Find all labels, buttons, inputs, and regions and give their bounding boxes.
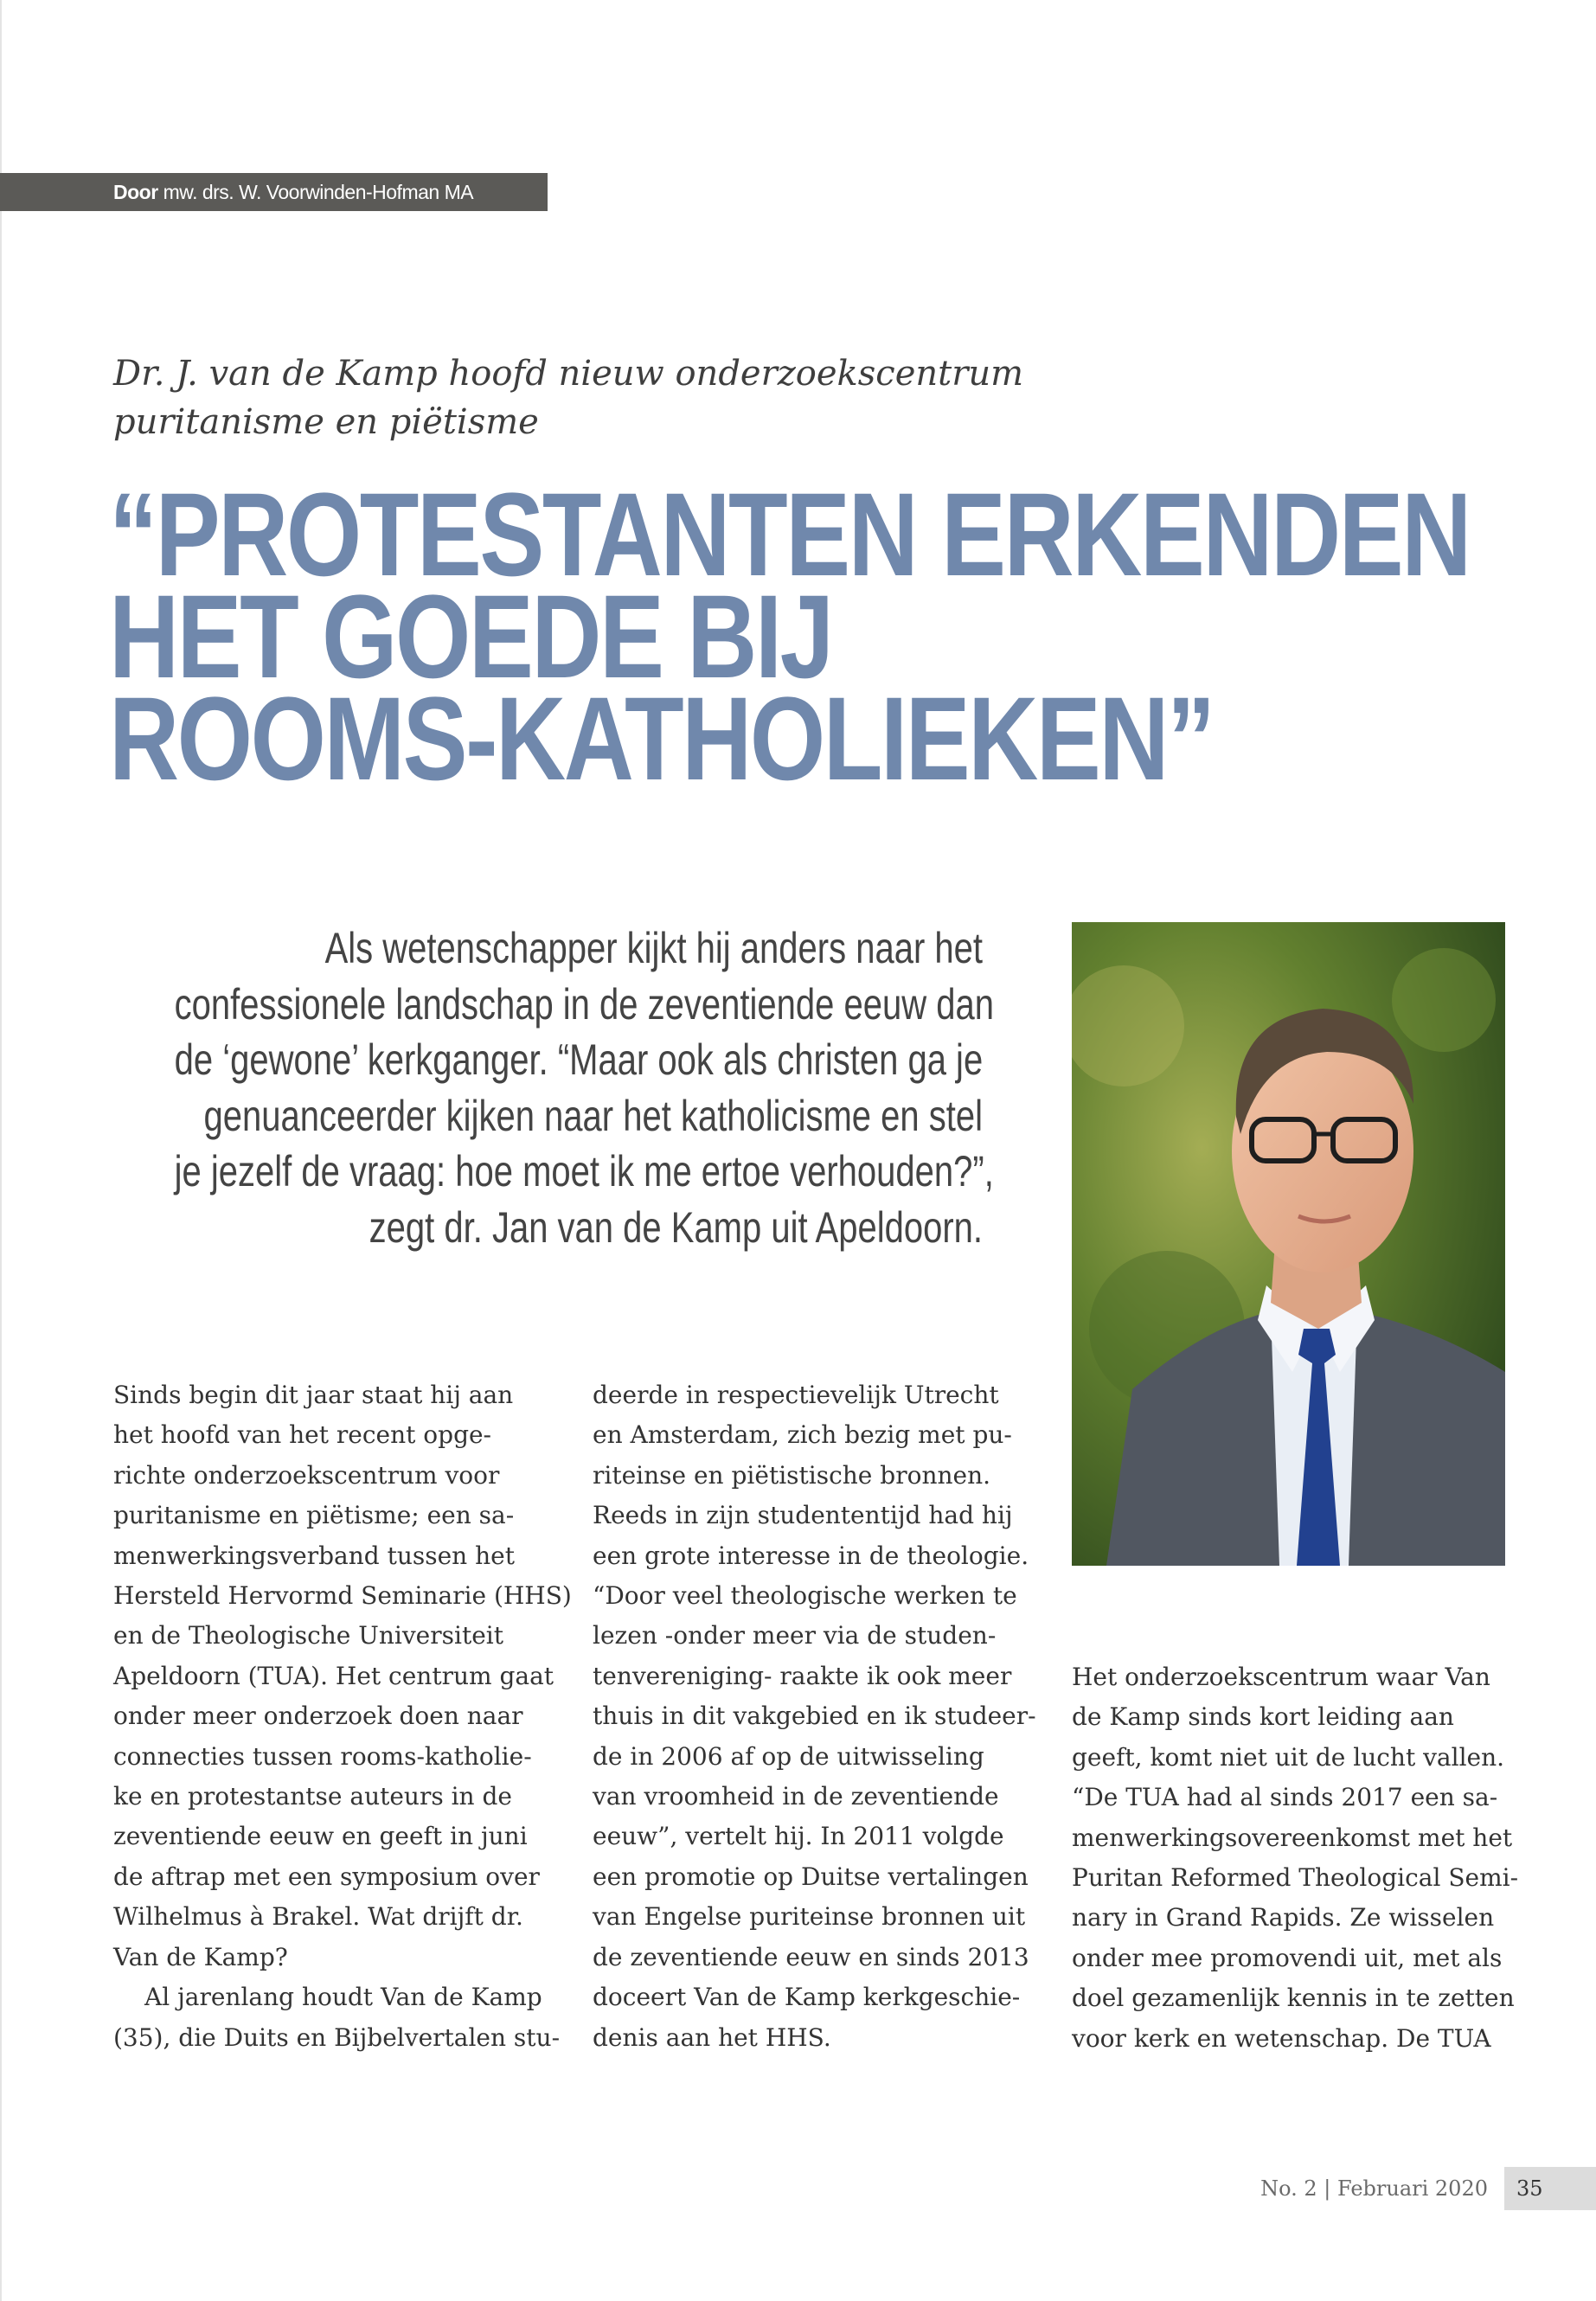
text-line: Hersteld Hervormd Seminarie (HHS): [113, 1581, 572, 1611]
body-column-3: [1072, 1657, 1522, 2059]
body-column-2: [593, 1375, 1042, 2058]
text-line: zeventiende eeuw en geeft in juni: [113, 1822, 528, 1851]
byline-author: mw. drs. W. Voorwinden-Hofman MA: [163, 181, 474, 203]
text-line: menwerkingsverband tussen het: [113, 1541, 515, 1570]
text-line: puritanisme en piëtisme; een sa-: [113, 1501, 515, 1530]
intro-line: genuanceerder kijken naar het katholicisme en stel: [203, 1091, 984, 1140]
text-line: voor kerk en wetenschap. De TUA: [1072, 2023, 1491, 2053]
text-line: riteinse en piëtistische bronnen.: [593, 1460, 991, 1490]
text-line: onder meer onderzoek doen naar: [113, 1702, 523, 1731]
issue-info: No. 2 | Februari 2020: [1260, 2176, 1488, 2201]
headline-line: “PROTESTANTEN ERKENDEN: [109, 469, 1470, 601]
text-line: het hoofd van het recent opge-: [113, 1420, 492, 1450]
text-line: de aftrap met een symposium over: [113, 1862, 540, 1891]
text-line: Apeldoorn (TUA). Het centrum gaat: [113, 1661, 554, 1690]
text-line: Wilhelmus à Brakel. Wat drijft dr.: [113, 1902, 523, 1932]
headline-line: HET GOEDE BIJ: [109, 571, 832, 703]
text-line: de Kamp sinds kort leiding aan: [1072, 1702, 1454, 1732]
text-line: van Engelse puriteinse bronnen uit: [593, 1902, 1026, 1932]
body-paragraph: [593, 1375, 1042, 2058]
intro-line: confessionele landschap in de zeventiende eeuw dan: [174, 979, 994, 1029]
body-paragraph: [113, 1375, 572, 1977]
text-line: eeuw”, vertelt hij. In 2011 volgde: [593, 1822, 1004, 1851]
headline: [109, 469, 1470, 805]
text-line: Het onderzoekscentrum waar Van: [1072, 1663, 1490, 1691]
text-line: denis aan het HHS.: [593, 2022, 831, 2052]
portrait-photo: [1072, 922, 1505, 1566]
text-line: van vroomheid in de zeventiende: [593, 1782, 999, 1811]
text-line: doceert Van de Kamp kerkgeschie-: [593, 1983, 1021, 2012]
byline-bar: [0, 173, 548, 211]
text-line: tenvereniging- raakte ik ook meer: [593, 1661, 1012, 1690]
page-edge-rule: [0, 0, 2, 2301]
text-line: thuis in dit vakgebied en ik studeer-: [593, 1702, 1036, 1731]
body-paragraph: [113, 1977, 563, 2058]
text-line: Reeds in zijn studententijd had hij: [593, 1501, 1013, 1530]
text-line: een promotie op Duitse vertalingen: [593, 1862, 1029, 1891]
kicker: [113, 349, 1324, 446]
text-line: Sinds begin dit jaar staat hij aan: [113, 1381, 514, 1409]
page-number-label: 35: [1516, 2176, 1543, 2201]
byline-prefix: Door: [113, 181, 158, 203]
text-line: de zeventiende eeuw en sinds 2013: [593, 1942, 1029, 1971]
text-line: “De TUA had al sinds 2017 een sa-: [1072, 1783, 1498, 1812]
intro-line: zegt dr. Jan van de Kamp uit Apeldoorn.: [369, 1202, 984, 1252]
text-line: en Amsterdam, zich bezig met pu-: [593, 1420, 1012, 1450]
intro-line: Als wetenschapper kijkt hij anders naar het: [324, 924, 983, 972]
text-line: “Door veel theologische werken te: [593, 1581, 1017, 1611]
intro-line: de ‘gewone’ kerkganger. “Maar ook als christen ga je: [174, 1035, 984, 1084]
text-line: ke en protestantse auteurs in de: [113, 1782, 512, 1811]
headline-line: ROOMS-KATHOLIEKEN”: [109, 673, 1214, 805]
text-line: onder mee promovendi uit, met als: [1072, 1943, 1503, 1972]
text-line: connecties tussen rooms-katholie-: [113, 1741, 532, 1771]
text-line: deerde in respectievelijk Utrecht: [593, 1381, 999, 1409]
kicker-line: puritanisme en piëtisme: [113, 402, 539, 442]
intro-line: je jezelf de vraag: hoe moet ik me ertoe verhouden?”,: [174, 1147, 994, 1195]
text-line: de in 2006 af op de uitwisseling: [593, 1741, 984, 1771]
body-paragraph: [1072, 1657, 1522, 2059]
text-line: Van de Kamp?: [113, 1942, 288, 1971]
text-line: richte onderzoekscentrum voor: [113, 1460, 500, 1490]
page-number: [1504, 2167, 1596, 2210]
text-line: en de Theologische Universiteit: [113, 1621, 503, 1650]
body-column-1: [113, 1375, 572, 2058]
text-line: nary in Grand Rapids. Ze wisselen: [1072, 1903, 1495, 1932]
kicker-line: Dr. J. van de Kamp hoofd nieuw onderzoekscentrum: [113, 354, 1024, 394]
intro-paragraph: [174, 920, 994, 1255]
text-line: Al jarenlang houdt Van de Kamp: [144, 1983, 542, 2012]
text-line: doel gezamenlijk kennis in te zetten: [1072, 1984, 1515, 2013]
text-line: (35), die Duits en Bijbelvertalen stu-: [113, 2022, 561, 2052]
text-line: geeft, komt niet uit de lucht vallen.: [1072, 1742, 1505, 1772]
text-line: menwerkingsovereenkomst met het: [1072, 1823, 1513, 1852]
text-line: Puritan Reformed Theological Semi-: [1072, 1863, 1519, 1893]
text-line: een grote interesse in de theologie.: [593, 1541, 1029, 1570]
text-line: lezen -onder meer via de studen-: [593, 1621, 997, 1650]
